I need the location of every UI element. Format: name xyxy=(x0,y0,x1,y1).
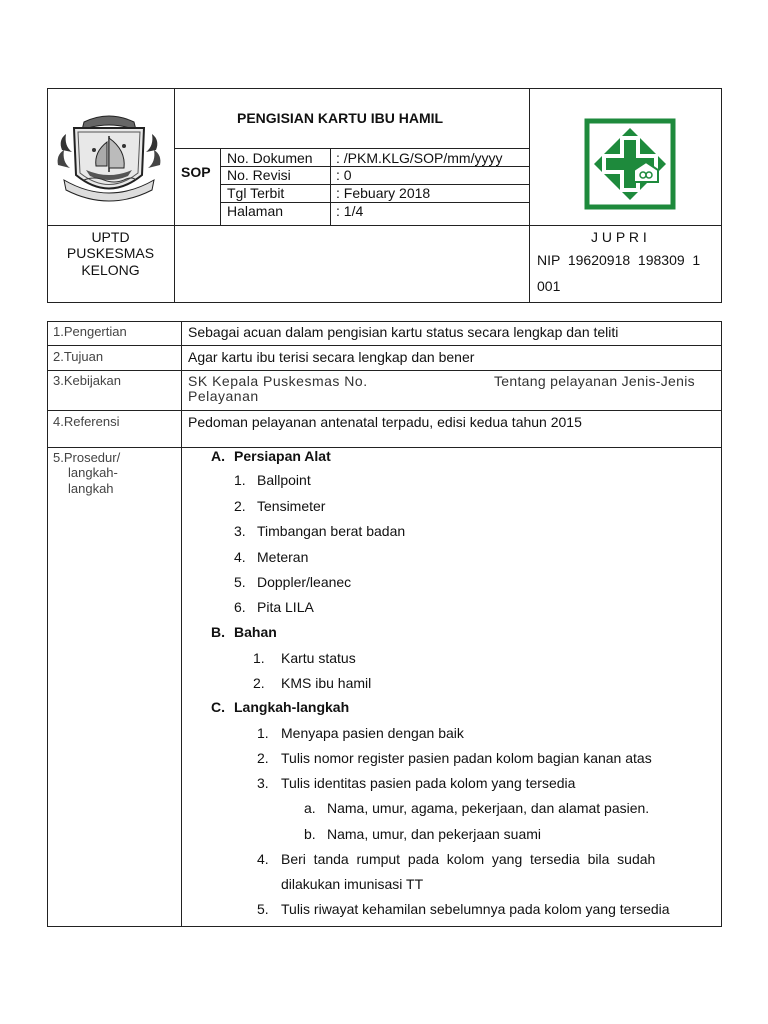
step-item: Tulis riwayat kehamilan sebelumnya pada kolom yang tersedia xyxy=(281,901,670,917)
step-sub-letter: a. xyxy=(304,800,316,816)
regency-emblem-icon xyxy=(54,110,164,210)
step-sub-item: Nama, umur, dan pekerjaan suami xyxy=(327,826,541,842)
section-procedure-label: 5.Prosedur/ xyxy=(53,450,121,465)
unit-line-1: UPTD xyxy=(91,229,130,245)
step-item: Beri tanda rumput pada kolom yang tersedia bila sudah xyxy=(281,851,656,867)
signer-nip-cont: 001 xyxy=(537,278,561,294)
doc-number-label: No. Dokumen xyxy=(227,150,313,166)
tool-item-number: 4. xyxy=(234,549,246,565)
section-reference-label: 4.Referensi xyxy=(53,414,120,429)
procedure-b-title: Bahan xyxy=(234,624,277,640)
material-item-number: 2. xyxy=(253,675,265,691)
material-item: KMS ibu hamil xyxy=(281,675,372,691)
section-reference-text: Pedoman pelayanan antenatal terpadu, edisi kedua tahun 2015 xyxy=(188,414,582,430)
signer-nip: NIP 19620918 198309 1 xyxy=(537,252,701,268)
sop-label: SOP xyxy=(181,164,211,180)
section-definition-text: Sebagai acuan dalam pengisian kartu status secara lengkap dan teliti xyxy=(188,324,619,340)
procedure-c-title: Langkah-langkah xyxy=(234,699,350,715)
unit-line-2: PUSKESMAS xyxy=(66,245,155,261)
issue-date-label: Tgl Terbit xyxy=(227,185,285,201)
puskesmas-cross-icon xyxy=(584,118,676,210)
tool-item: Meteran xyxy=(257,549,309,565)
tool-item: Tensimeter xyxy=(257,498,326,514)
tool-item-number: 3. xyxy=(234,523,246,539)
section-purpose-text: Agar kartu ibu terisi secara lengkap dan bener xyxy=(188,349,475,365)
tool-item: Pita LILA xyxy=(257,599,314,615)
step-number: 2. xyxy=(257,750,269,766)
page-label: Halaman xyxy=(227,203,284,219)
section-policy-text-right: Tentang pelayanan Jenis-Jenis xyxy=(494,373,695,389)
tool-item-number: 5. xyxy=(234,574,246,590)
tool-item-number: 6. xyxy=(234,599,246,615)
section-policy-text-line2: Pelayanan xyxy=(188,388,259,404)
step-item: Tulis identitas pasien pada kolom yang tersedia xyxy=(281,775,576,791)
section-definition-label: 1.Pengertian xyxy=(53,324,127,339)
section-purpose-label: 2.Tujuan xyxy=(53,349,104,364)
signer-name: J U P R I xyxy=(591,229,647,245)
tool-item: Doppler/leanec xyxy=(257,574,352,590)
tool-item: Timbangan berat badan xyxy=(257,523,406,539)
procedure-a-title: Persiapan Alat xyxy=(234,448,331,464)
step-number: 5. xyxy=(257,901,269,917)
step-item-continued: dilakukan imunisasi TT xyxy=(281,876,424,892)
step-number: 4. xyxy=(257,851,269,867)
procedure-b-letter: B. xyxy=(211,624,225,640)
revision-label: No. Revisi xyxy=(227,167,291,183)
step-number: 1. xyxy=(257,725,269,741)
tool-item-number: 2. xyxy=(234,498,246,514)
page-value: : 1/4 xyxy=(336,203,364,219)
doc-number-value: : /PKM.KLG/SOP/mm/yyyy xyxy=(336,150,503,166)
step-item: Tulis nomor register pasien padan kolom bagian kanan atas xyxy=(281,750,652,766)
step-sub-letter: b. xyxy=(304,826,316,842)
step-sub-item: Nama, umur, agama, pekerjaan, dan alamat pasien. xyxy=(327,800,650,816)
issue-date-value: : Febuary 2018 xyxy=(336,185,431,201)
section-procedure-label-2: langkah- xyxy=(68,465,118,480)
tool-item-number: 1. xyxy=(234,472,246,488)
document-title: PENGISIAN KARTU IBU HAMIL xyxy=(237,110,444,126)
material-item: Kartu status xyxy=(281,650,356,666)
tool-item: Ballpoint xyxy=(257,472,311,488)
unit-line-3: KELONG xyxy=(81,262,140,278)
revision-value: : 0 xyxy=(336,167,352,183)
procedure-c-letter: C. xyxy=(211,699,225,715)
procedure-a-letter: A. xyxy=(211,448,225,464)
section-policy-text-left: SK Kepala Puskesmas No. xyxy=(188,373,368,389)
step-item: Menyapa pasien dengan baik xyxy=(281,725,464,741)
section-policy-label: 3.Kebijakan xyxy=(53,373,121,388)
material-item-number: 1. xyxy=(253,650,265,666)
step-number: 3. xyxy=(257,775,269,791)
section-procedure-label-3: langkah xyxy=(68,481,114,496)
